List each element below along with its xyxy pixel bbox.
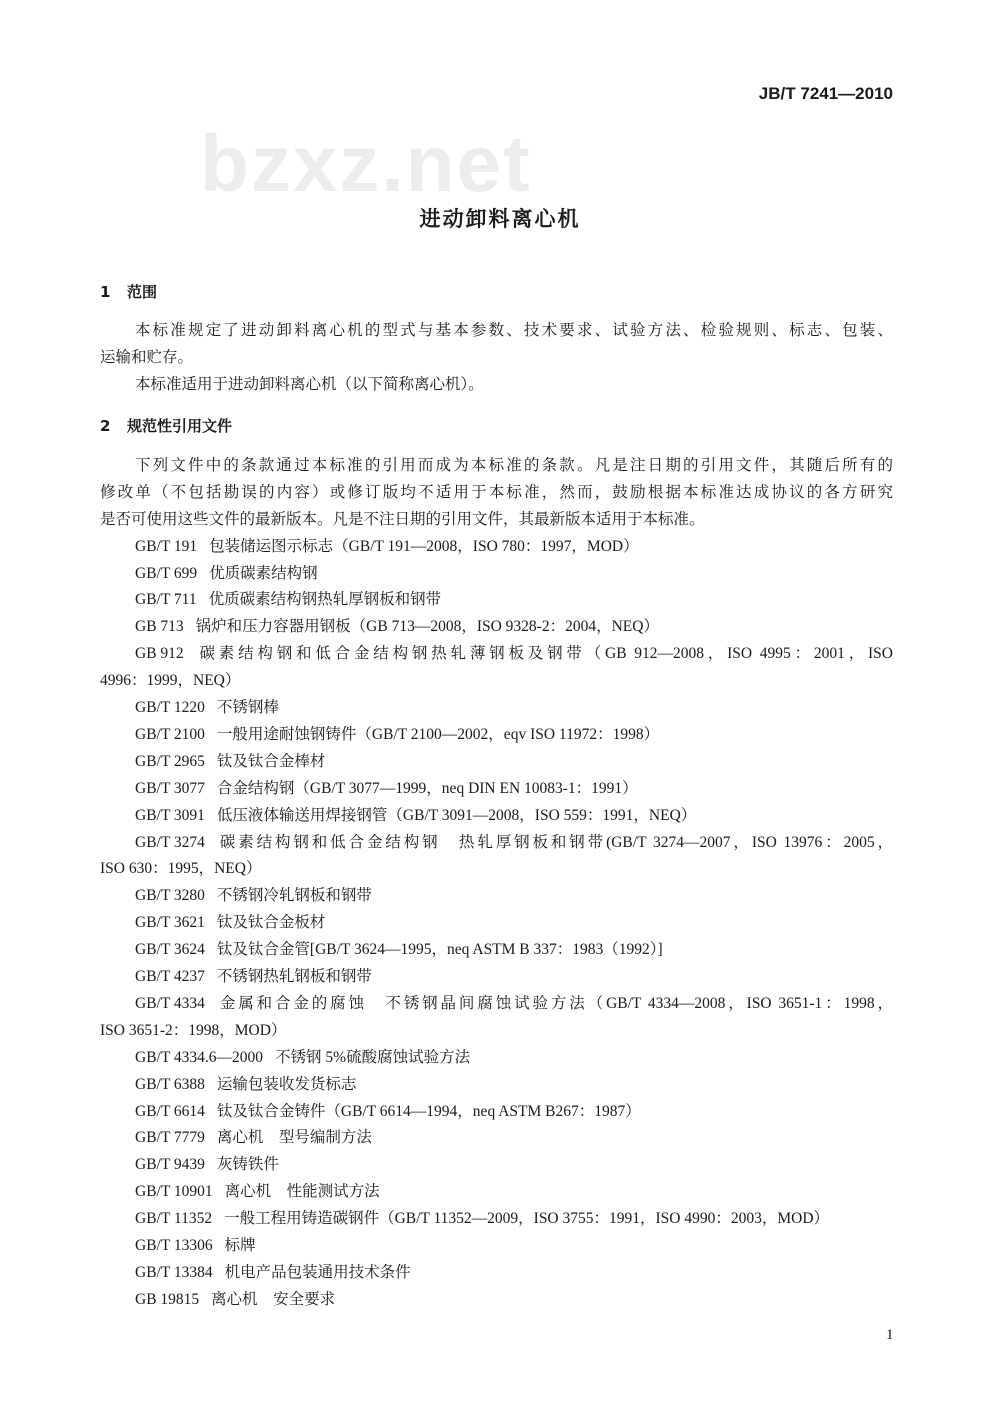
reference-continuation: ISO 630：1995，NEQ） (100, 860, 262, 877)
reference-code: GB/T 3077 (135, 780, 205, 797)
reference-code: GB/T 7779 (135, 1129, 205, 1146)
reference-item (135, 564, 893, 584)
reference-item (135, 644, 893, 664)
reference-code: GB/T 3280 (135, 887, 205, 904)
reference-code: GB/T 4334.6—2000 (135, 1049, 264, 1066)
reference-title: 低压液体输送用焊接钢管（GB/T 3091—2008，ISO 559：1991，NEQ） (216, 807, 697, 824)
reference-title: 离心机 安全要求 (211, 1291, 336, 1308)
paragraph-line: 下列文件中的条款通过本标准的引用而成为本标准的条款。凡是注日期的引用文件，其随后所有的 (135, 457, 893, 474)
reference-code: GB/T 1220 (135, 699, 205, 716)
reference-title: 碳素结构钢和低合金结构钢 热轧厚钢板和钢带(GB/T 3274—2007，ISO 13976：2005， (216, 834, 893, 851)
reference-title: 合金结构钢（GB/T 3077—1999，neq DIN EN 10083-1：1991） (216, 780, 638, 797)
reference-item (135, 806, 893, 826)
reference-item (135, 1048, 893, 1068)
reference-code: GB 19815 (135, 1291, 200, 1308)
section-1-heading (100, 282, 157, 302)
reference-item (135, 1236, 893, 1256)
reference-title: 优质碳素结构钢热轧厚钢板和钢带 (208, 591, 442, 608)
reference-item (135, 617, 893, 637)
reference-item (135, 779, 893, 799)
reference-title: 金属和合金的腐蚀 不锈钢晶间腐蚀试验方法（GB/T 4334—2008，ISO 3651-1：1998， (216, 995, 893, 1012)
reference-code: GB 912 (135, 645, 184, 662)
reference-code: GB/T 699 (135, 565, 198, 582)
section-title: 规范性引用文件 (127, 417, 233, 435)
reference-code: GB/T 4237 (135, 968, 205, 985)
reference-title: 运输包装收发货标志 (216, 1076, 357, 1093)
reference-item (135, 994, 893, 1014)
reference-item (135, 1290, 893, 1310)
section-title: 范围 (127, 283, 158, 301)
reference-title: 一般工程用铸造碳钢件（GB/T 11352—2009，ISO 3755：1991，ISO 4990：2003，MOD） (224, 1210, 830, 1227)
reference-code: GB/T 13384 (135, 1264, 213, 1281)
reference-item (135, 967, 893, 987)
paragraph-line: 本标准适用于进动卸料离心机（以下简称离心机）。 (135, 376, 484, 393)
reference-title: 标牌 (224, 1237, 256, 1254)
section-2-heading (100, 416, 232, 436)
reference-item (135, 886, 893, 906)
reference-code: GB/T 6388 (135, 1076, 205, 1093)
paragraph-line: 是否可使用这些文件的最新版本。凡是不注日期的引用文件，其最新版本适用于本标准。 (100, 511, 705, 528)
reference-title: 不锈钢热轧钢板和钢带 (216, 968, 372, 985)
paragraph-line: 修改单（不包括勘误的内容）或修订版均不适用于本标准，然而，鼓励根据本标准达成协议的各方研究 (100, 484, 893, 501)
section-number: 2 (100, 417, 111, 435)
reference-code: GB/T 11352 (135, 1210, 213, 1227)
reference-item (135, 1263, 893, 1283)
reference-code: GB/T 9439 (135, 1156, 205, 1173)
paragraph-line: 本标准规定了进动卸料离心机的型式与基本参数、技术要求、试验方法、检验规则、标志、包装、 (135, 322, 893, 339)
document-number: JB/T 7241—2010 (758, 84, 893, 103)
page-number: 1 (886, 1327, 894, 1343)
reference-title: 灰铸铁件 (216, 1156, 279, 1173)
reference-continuation: ISO 3651-2：1998，MOD） (100, 1022, 287, 1039)
reference-code: GB/T 711 (135, 591, 197, 608)
reference-code: GB/T 191 (135, 538, 198, 555)
reference-item (135, 833, 893, 853)
document-title: 进动卸料离心机 (419, 207, 581, 231)
reference-title: 不锈钢棒 (216, 699, 279, 716)
reference-title: 离心机 型号编制方法 (216, 1129, 372, 1146)
paragraph-line: 运输和贮存。 (100, 349, 194, 366)
reference-code: GB/T 6614 (135, 1103, 205, 1120)
reference-title: 钛及钛合金管[GB/T 3624—1995，neq ASTM B 337：1983（1992）] (216, 941, 663, 958)
reference-code: GB/T 3091 (135, 807, 205, 824)
reference-item (135, 913, 893, 933)
reference-item (135, 1182, 893, 1202)
reference-item (135, 698, 893, 718)
reference-code: GB/T 4334 (135, 995, 205, 1012)
reference-code: GB/T 2965 (135, 753, 205, 770)
reference-code: GB/T 3624 (135, 941, 205, 958)
reference-item (135, 1075, 893, 1095)
section-number: 1 (100, 283, 111, 301)
reference-item (135, 537, 893, 557)
reference-title: 优质碳素结构钢 (209, 565, 318, 582)
watermark: bzxz.net (200, 119, 532, 208)
reference-item (135, 1155, 893, 1175)
reference-title: 碳素结构钢和低合金结构钢热轧薄钢板及钢带（GB 912—2008，ISO 4995：2001，ISO (195, 645, 893, 662)
reference-code: GB/T 10901 (135, 1183, 213, 1200)
reference-code: GB/T 2100 (135, 726, 205, 743)
reference-item (135, 940, 893, 960)
reference-title: 钛及钛合金板材 (216, 914, 326, 931)
reference-continuation: 4996：1999，NEQ） (100, 672, 241, 689)
reference-item (135, 725, 893, 745)
reference-item (135, 1209, 893, 1229)
reference-title: 包装储运图示标志（GB/T 191—2008，ISO 780：1997，MOD） (209, 538, 639, 555)
reference-code: GB/T 3621 (135, 914, 205, 931)
reference-item (135, 590, 893, 610)
reference-title: 不锈钢冷轧钢板和钢带 (216, 887, 372, 904)
reference-code: GB 713 (135, 618, 184, 635)
reference-title: 一般用途耐蚀钢铸件（GB/T 2100—2002，eqv ISO 11972：1998） (216, 726, 660, 743)
reference-title: 钛及钛合金棒材 (216, 753, 326, 770)
reference-title: 离心机 性能测试方法 (224, 1183, 380, 1200)
reference-item (135, 752, 893, 772)
reference-code: GB/T 13306 (135, 1237, 213, 1254)
reference-item (135, 1102, 893, 1122)
reference-title: 锅炉和压力容器用钢板（GB 713—2008，ISO 9328-2：2004，NEQ） (195, 618, 659, 635)
reference-code: GB/T 3274 (135, 834, 205, 851)
reference-title: 不锈钢 5%硫酸腐蚀试验方法 (275, 1049, 471, 1066)
reference-item (135, 1128, 893, 1148)
reference-title: 机电产品包装通用技术条件 (224, 1264, 411, 1281)
reference-title: 钛及钛合金铸件（GB/T 6614—1994，neq ASTM B267：1987） (216, 1103, 641, 1120)
